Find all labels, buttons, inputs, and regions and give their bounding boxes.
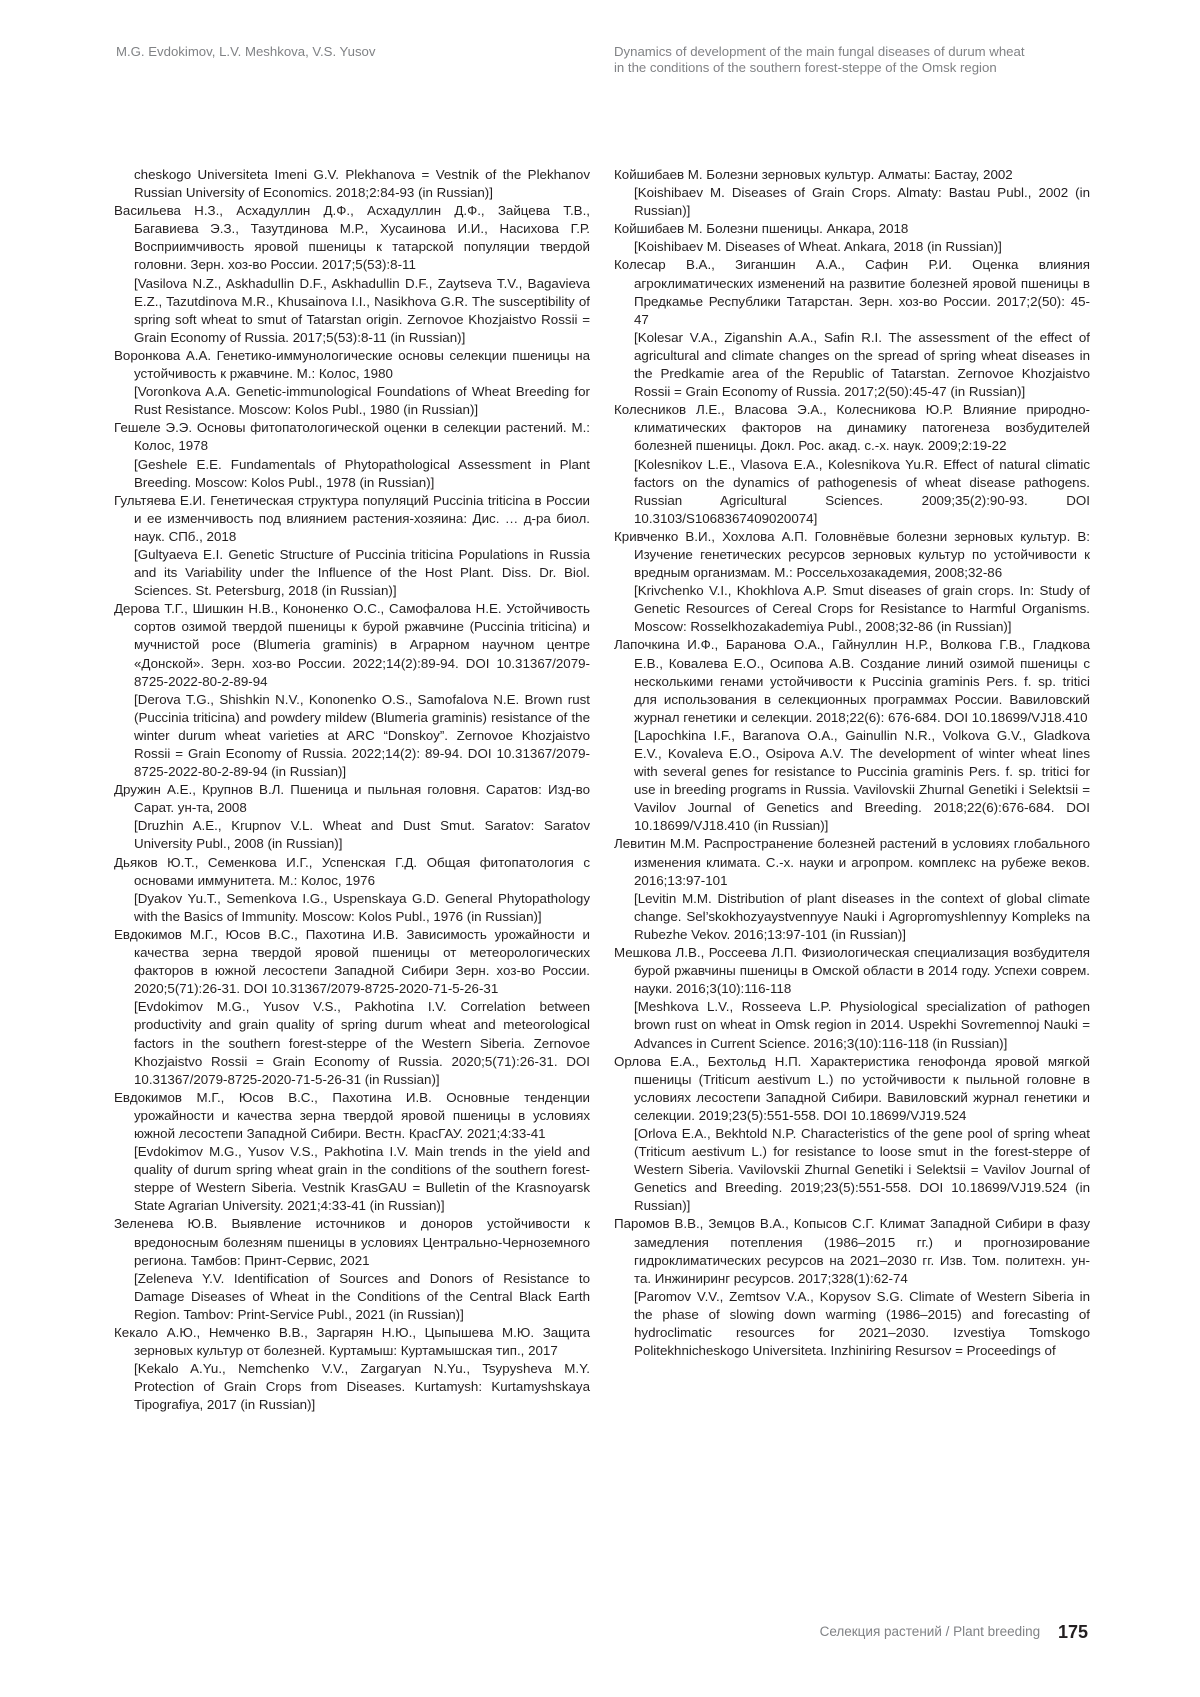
reference-english: cheskogo Universiteta Imeni G.V. Plekhanova = Vestnik of the Plekhanov Russian University of Economics. 2018;2:84-93 (in Russian)] — [134, 167, 590, 201]
reference-entry — [614, 256, 1090, 401]
reference-english: [Lapochkina I.F., Baranova O.A., Gainullin N.R., Volkova G.V., Gladkova E.V., Kovaleva E.O., Osipova A.V. The development of winter wheat lines with several genes for resistance to Puccinia graminis Pers. f. sp. tritici for use in breeding programs in Russia. Vavilovskii Zhurnal Genetiki i Selektsii = Vavilov Journal of Genetics and Breeding. 2018;22(6):676-684. DOI 10.18699/VJ18.410 (in Russian)] — [634, 727, 1090, 834]
reference-english: [Dyakov Yu.T., Semenkova I.G., Uspenskaya G.D. General Phytopathology with the Basics of Immunity. Moscow: Kolos Publ., 1976 (in Russian)] — [134, 890, 590, 924]
reference-entry — [114, 600, 590, 781]
reference-entry — [114, 1089, 590, 1216]
reference-english: [Koishibaev M. Diseases of Grain Crops. Almaty: Bastau Publ., 2002 (in Russian)] — [634, 185, 1090, 219]
reference-russian: Зеленева Ю.В. Выявление источников и доноров устойчивости к вредоносным болезням пшеницы в условиях Центрально-Черноземного региона. Тамбов: Принт-Сервис, 2021 — [114, 1216, 590, 1268]
reference-russian: Воронкова А.А. Генетико-иммунологические основы селекции пшеницы на устойчивость к ржавчине. М.: Колос, 1980 — [114, 347, 590, 382]
reference-english: [Gultyaeva E.I. Genetic Structure of Puccinia triticina Populations in Russia and its Variability under the Influence of the Host Plant. Diss. Dr. Biol. Sciences. St. Petersburg, 2018 (in Russian)] — [134, 546, 590, 599]
reference-english: [Evdokimov M.G., Yusov V.S., Pakhotina I.V. Main trends in the yield and quality of durum spring wheat grain in the conditions of the southern forest-steppe of Western Siberia. Vestnik KrasGAU = Bulletin of the Krasnoyarsk State Agrarian University. 2021;4:33-41 (in Russian)] — [134, 1144, 590, 1214]
footer-section-title: Селекция растений / Plant breeding — [819, 1624, 1041, 1639]
reference-russian: Колесар В.А., Зиганшин А.А., Сафин Р.И. Оценка влияния агроклиматических изменений на развитие болезней яровой пшеницы в Предкамье Республики Татарстан. Зерн. хоз-во России. 2017;2(50): 45-47 — [614, 257, 1090, 327]
reference-entry — [114, 166, 590, 202]
reference-russian: Колесников Л.Е., Власова Э.А., Колесникова Ю.Р. Влияние природно-климатических факторов на динамику патогенеза возбудителей болезней пшеницы. Докл. Рос. акад. с.-х. наук. 2009;2:19-22 — [614, 402, 1090, 454]
page-number: 175 — [1057, 1622, 1088, 1642]
reference-russian: Евдокимов М.Г., Юсов В.С., Пахотина И.В. Основные тенденции урожайности и качества зерна твердой яровой пшеницы в условиях южной лесостепи Западной Сибири. Вестн. КрасГАУ. 2021;4:33-41 — [114, 1089, 590, 1141]
reference-english: [Derova T.G., Shishkin N.V., Kononenko O.S., Samofalova N.E. Brown rust (Puccinia triticina) and powdery mildew (Blumeria graminis) resistance of the winter durum wheat varieties at ARC “Donskoy”. Zernovoe Khozjaistvo Rossii = Grain Economy of Russia. 2022;14(2): 89-94. DOI 10.31367/2079-8725-2022-80-2-89-94 (in Russian)] — [134, 691, 590, 780]
reference-english: [Vasilova N.Z., Askhadullin D.F., Askhadullin D.F., Zaytseva T.V., Bagavieva E.Z., Tazutdinova M.R., Khusainova I.I., Nasikhova G.R. The susceptibility of spring soft wheat to smut of Tatarstan origin. Zernovoe Khozjaistvo Rossii = Grain Economy of Russia. 2017;5(53):8-11 (in Russian)] — [134, 275, 590, 345]
reference-russian: Кекало А.Ю., Немченко В.В., Заргарян Н.Ю., Цыпышева М.Ю. Защита зерновых культур от болезней. Куртамыш: Куртамышская тип., 2017 — [114, 1325, 590, 1359]
reference-entry — [614, 220, 1090, 256]
reference-english: [Koishibaev M. Diseases of Wheat. Ankara, 2018 (in Russian)] — [634, 239, 1002, 255]
reference-entry — [114, 926, 590, 1089]
reference-entry — [614, 1215, 1090, 1360]
reference-english: [Geshele E.E. Fundamentals of Phytopathological Assessment in Plant Breeding. Moscow: Kolos Publ., 1978 (in Russian)] — [134, 456, 590, 490]
reference-english: [Zeleneva Y.V. Identification of Sources and Donors of Resistance to Damage Diseases of Wheat in the Conditions of the Central Black Earth Region. Tambov: Print-Service Publ., 2021 (in Russian)] — [134, 1270, 590, 1322]
running-head-title-line2: in the conditions of the southern forest-steppe of the Omsk region — [614, 60, 997, 75]
reference-russian: Дружин А.Е., Крупнов В.Л. Пшеница и пыльная головня. Саратов: Изд-во Сарат. ун-та, 2008 — [114, 782, 590, 816]
reference-russian: Паромов В.В., Земцов В.А., Копысов С.Г. Климат Западной Сибири в фазу замедления потепления (1986–2015 гг.) и прогнозирование гидроклиматических ресурсов на 2021–2030 гг. Изв. Том. политехн. ун-та. Инжиниринг ресурсов. 2017;328(1):62-74 — [614, 1216, 1090, 1286]
page-footer — [820, 1622, 1088, 1644]
reference-entry — [114, 1324, 590, 1414]
reference-russian: Лапочкина И.Ф., Баранова О.А., Гайнуллин Н.Р., Волкова Г.В., Гладкова Е.В., Ковалева Е.О., Осипова А.В. Создание линий озимой пшеницы с несколькими генами устойчивости к Puccinia graminis Pers. f. sp. tritici для использования в селекционных программах России. Вавиловский журнал генетики и селекции. 2018;22(6): 676-684. DOI 10.18699/VJ18.410 — [614, 637, 1090, 725]
reference-entry — [614, 636, 1090, 835]
reference-russian: Васильева Н.З., Асхадуллин Д.Ф., Асхадуллин Д.Ф., Зайцева Т.В., Багавиева Э.З., Тазутдинова М.Р., Хусаинова И.И., Насихова Г.Р. Восприимчивость яровой пшеницы к татарской популяции твердой головни. Зерн. хоз-во России. 2017;5(53):8-11 — [114, 203, 590, 273]
reference-entry — [114, 781, 590, 853]
reference-russian: Орлова Е.А., Бехтольд Н.П. Характеристика генофонда яровой мягкой пшеницы (Triticum aestivum L.) по устойчивости к пыльной головне в условиях лесостепи Западной Сибири. Вавиловский журнал генетики и селекции. 2019;23(5):551-558. DOI 10.18699/VJ19.524 — [614, 1053, 1090, 1123]
reference-english: [Druzhin A.E., Krupnov V.L. Wheat and Dust Smut. Saratov: Saratov University Publ., 2008 (in Russian)] — [134, 818, 590, 852]
reference-russian: Койшибаев М. Болезни зерновых культур. Алматы: Бастау, 2002 — [614, 167, 1013, 182]
running-head-title — [614, 44, 1104, 76]
reference-english: [Levitin M.M. Distribution of plant diseases in the context of global climate change. Sel’skokhozyaystvennyye Nauki i Agropromyshlennyy Kompleks na Rubezhe Vekov. 2016;13:97-101 (in Russian)] — [634, 890, 1090, 942]
reference-entry — [114, 854, 590, 926]
running-head — [116, 44, 1088, 78]
reference-russian: Дерова Т.Г., Шишкин Н.В., Кононенко О.С., Самофалова Н.Е. Устойчивость сортов озимой твердой пшеницы к бурой ржавчине (Puccinia triticina) и мучнистой росе (Blumeria graminis) в Аграрном научном центре «Донской». Зерн. хоз-во России. 2022;14(2):89-94. DOI 10.31367/2079-8725-2022-80-2-89-94 — [114, 601, 590, 689]
reference-russian: Гешеле Э.Э. Основы фитопатологической оценки в селекции растений. М.: Колос, 1978 — [114, 420, 590, 454]
reference-entry — [614, 835, 1090, 944]
reference-english: [Voronkova A.A. Genetic-immunological Foundations of Wheat Breeding for Rust Resistance. Moscow: Kolos Publ., 1980 (in Russian)] — [134, 384, 590, 418]
reference-entry — [114, 347, 590, 419]
reference-entry — [614, 1053, 1090, 1216]
reference-english: [Kolesnikov L.E., Vlasova E.A., Kolesnikova Yu.R. Effect of natural climatic factors on the dynamics of pathogenesis of wheat disease pathogens. Russian Agricultural Sciences. 2009;35(2):90-93. DOI 10.3103/S1068367409020074] — [634, 456, 1090, 526]
reference-entry — [614, 528, 1090, 637]
reference-russian: Гультяева Е.И. Генетическая структура популяций Puccinia triticina в России и ее изменчивость под влиянием растения-хозяина: Дис. … д-ра биол. наук. СПб., 2018 — [114, 492, 590, 544]
reference-russian: Левитин М.М. Распространение болезней растений в условиях глобального изменения климата. С.-х. науки и агропром. комплекс на рубеже веков. 2016;13:97-101 — [614, 836, 1090, 888]
reference-entry — [114, 1215, 590, 1324]
reference-russian: Койшибаев М. Болезни пшеницы. Анкара, 2018 — [614, 221, 909, 237]
running-head-authors: M.G. Evdokimov, L.V. Meshkova, V.S. Yusov — [116, 44, 376, 59]
running-head-title-line1: Dynamics of development of the main fungal diseases of durum wheat — [614, 44, 1025, 59]
reference-entry — [614, 944, 1090, 1053]
reference-entry — [614, 401, 1090, 528]
reference-russian: Кривченко В.И., Хохлова А.П. Головнёвые болезни зерновых культур. В: Изучение генетических ресурсов зерновых культур по устойчивости к вредным организмам. М.: Россельхозакадемия, 2008;32-86 — [614, 528, 1090, 581]
reference-english: [Paromov V.V., Zemtsov V.A., Kopysov S.G. Climate of Western Siberia in the phase of slowing down warming (1986–2015) and forecasting of hydroclimatic resources for 2021–2030. Izvestiya Tomskogo Politekhnicheskogo Universiteta. Inzhiniring Resursov = Proceedings of — [634, 1288, 1090, 1359]
reference-entry — [114, 419, 590, 491]
reference-english: [Evdokimov M.G., Yusov V.S., Pakhotina I.V. Correlation between productivity and grain quality of spring durum wheat and meteorological factors in the southern forest-steppe of the Western Siberia. Zernovoe Khozjaistvo Rossii = Grain Economy of Russia. 2020;5(71):26-31. DOI 10.31367/2079-8725-2020-71-5-26-31 (in Russian)] — [134, 999, 590, 1087]
references-left-column — [114, 166, 590, 1414]
reference-russian: Дьяков Ю.Т., Семенкова И.Г., Успенская Г.Д. Общая фитопатология с основами иммунитета. М.: Колос, 1976 — [114, 854, 590, 888]
reference-english: [Kolesar V.A., Ziganshin A.A., Safin R.I. The assessment of the effect of agricultural and climate changes on the spread of spring wheat diseases in the Predkamie area of the Republic of Tatarstan. Zernovoe Khozjaistvo Rossii = Grain Economy of Russia. 2017;2(50):45-47 (in Russian)] — [634, 329, 1090, 400]
reference-english: [Krivchenko V.I., Khokhlova A.P. Smut diseases of grain crops. In: Study of Genetic Resources of Cereal Crops for Resistance to Harmful Organisms. Moscow: Rosselkhozakademiya Publ., 2008;32-86 (in Russian)] — [634, 583, 1090, 635]
references-right-column — [614, 166, 1090, 1360]
reference-entry — [614, 166, 1090, 220]
reference-russian: Евдокимов М.Г., Юсов В.С., Пахотина И.В. Зависимость урожайности и качества зерна твердой яровой пшеницы от метеорологических факторов в южной лесостепи Западной Сибири Зерн. хоз-во России. 2020;5(71):26-31. DOI 10.31367/2079-8725-2020-71-5-26-31 — [114, 926, 590, 997]
reference-entry — [114, 202, 590, 347]
reference-english: [Orlova E.A., Bekhtold N.P. Characteristics of the gene pool of spring wheat (Triticum aestivum L.) for resistance to loose smut in the forest-steppe of Western Siberia. Vavilovskii Zhurnal Genetiki i Selektsii = Vavilov Journal of Genetics and Breeding. 2019;23(5):551-558. DOI 10.18699/VJ19.524 (in Russian)] — [634, 1125, 1090, 1214]
reference-entry — [114, 492, 590, 601]
reference-russian: Мешкова Л.В., Россеева Л.П. Физиологическая специализация возбудителя бурой ржавчины пшеницы в Омской области в 2014 году. Успехи соврем. науки. 2016;3(10):116-118 — [614, 945, 1090, 997]
reference-english: [Kekalo A.Yu., Nemchenko V.V., Zargaryan N.Yu., Tsypysheva M.Y. Protection of Grain Crops from Diseases. Kurtamysh: Kurtamyshskaya Tipografiya, 2017 (in Russian)] — [134, 1361, 590, 1413]
reference-english: [Meshkova L.V., Rosseeva L.P. Physiological specialization of pathogen brown rust on wheat in Omsk region in 2014. Uspekhi Sovremennoj Nauki = Advances in Current Science. 2016;3(10):116-118 (in Russian)] — [634, 999, 1090, 1051]
